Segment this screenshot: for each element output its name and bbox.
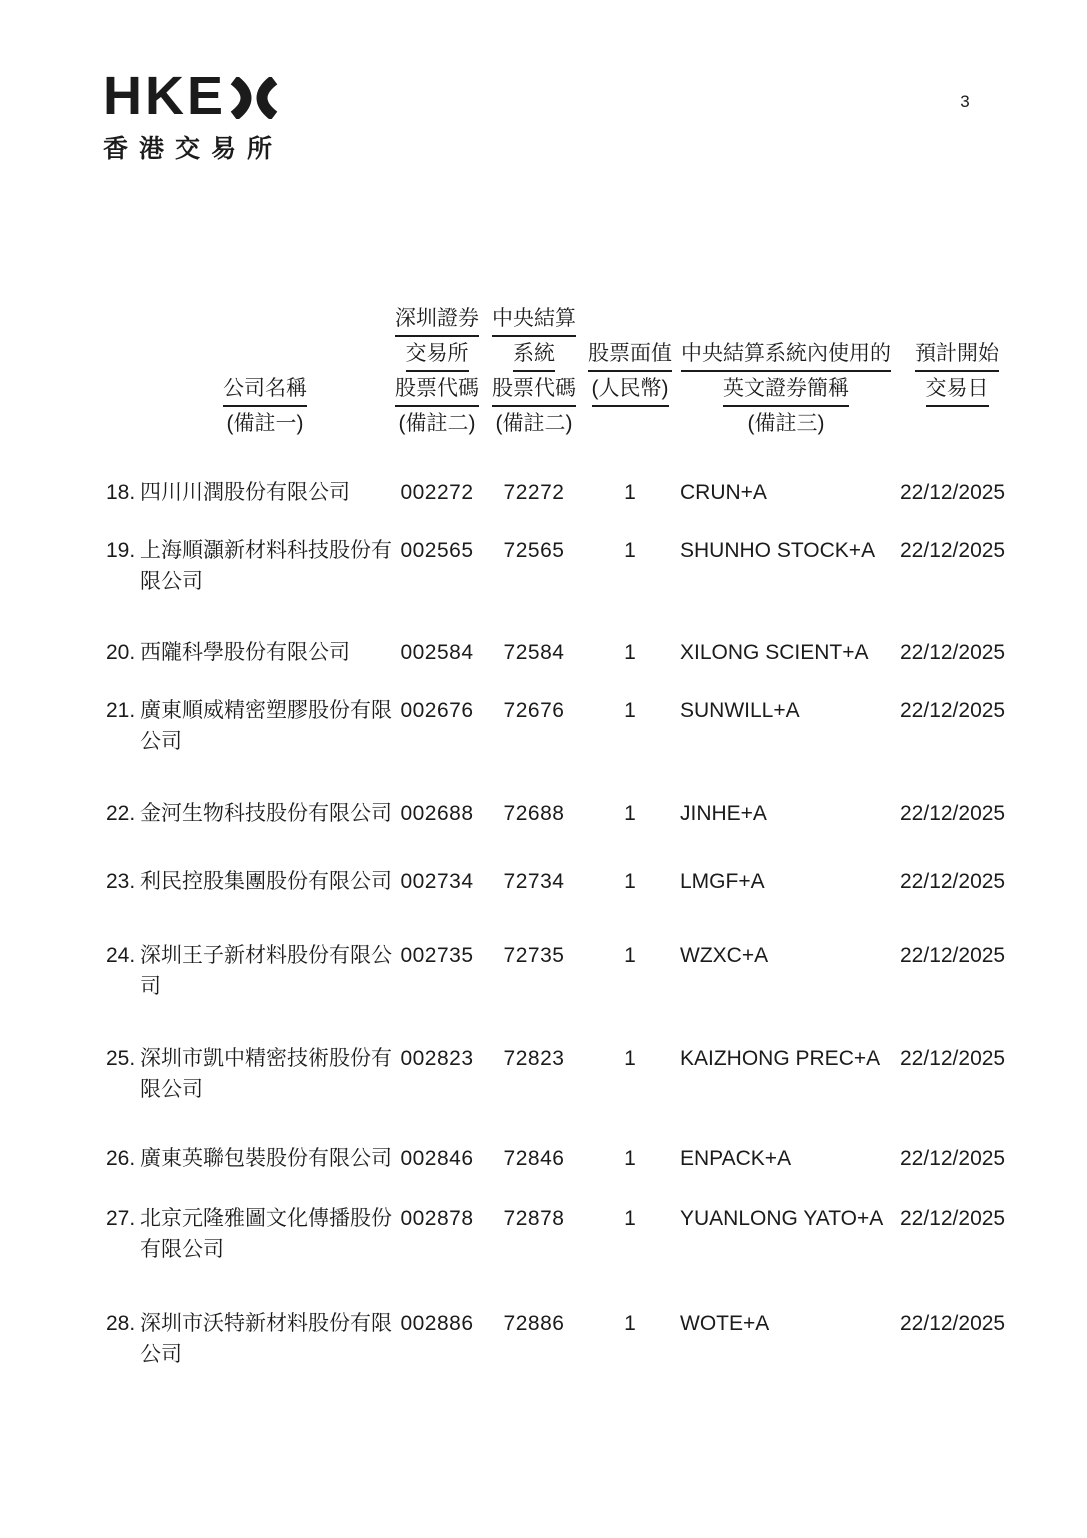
par-value: 1 bbox=[624, 1207, 636, 1230]
english-short-name: SHUNHO STOCK+A bbox=[680, 539, 876, 562]
header-eng-line: 英文證券簡稱 bbox=[723, 372, 849, 407]
english-short-name: ENPACK+A bbox=[680, 1147, 792, 1170]
header-eng-note: (備註三) bbox=[747, 412, 825, 435]
row-number: 18. bbox=[106, 481, 136, 504]
header-szse-line: 股票代碼 bbox=[395, 372, 479, 407]
start-trading-date: 22/12/2025 bbox=[900, 481, 1006, 504]
company-name bbox=[140, 1043, 408, 1105]
row-number: 19. bbox=[106, 539, 136, 562]
szse-stock-code: 002688 bbox=[400, 802, 474, 825]
par-value: 1 bbox=[624, 481, 636, 504]
company-name bbox=[140, 1143, 408, 1174]
company-name bbox=[140, 477, 408, 508]
header-english-short-name bbox=[676, 337, 896, 442]
row-number: 22. bbox=[106, 802, 136, 825]
hkex-logo-chinese: 香港交易所 bbox=[103, 135, 284, 163]
par-value: 1 bbox=[624, 1047, 636, 1070]
header-date-line: 交易日 bbox=[926, 372, 989, 407]
start-trading-date: 22/12/2025 bbox=[900, 802, 1006, 825]
ccass-stock-code: 72878 bbox=[503, 1207, 565, 1230]
company-name-line: 廣東順威精密塑膠股份有限 bbox=[140, 699, 392, 722]
par-value: 1 bbox=[624, 539, 636, 562]
ccass-stock-code: 72565 bbox=[503, 539, 565, 562]
header-eng-line: 中央結算系統內使用的 bbox=[681, 337, 891, 372]
company-name bbox=[140, 695, 408, 757]
header-start-date bbox=[898, 337, 1016, 407]
header-szse-code bbox=[394, 302, 480, 442]
header-company-line: 公司名稱 bbox=[223, 372, 307, 407]
par-value: 1 bbox=[624, 641, 636, 664]
company-name-line: 上海順灝新材料科技股份有 bbox=[140, 539, 392, 562]
par-value: 1 bbox=[624, 699, 636, 722]
english-short-name: XILONG SCIENT+A bbox=[680, 641, 869, 664]
header-company-note: (備註一) bbox=[226, 412, 304, 435]
english-short-name: YUANLONG YATO+A bbox=[680, 1207, 884, 1230]
szse-stock-code: 002878 bbox=[400, 1207, 474, 1230]
ccass-stock-code: 72823 bbox=[503, 1047, 565, 1070]
company-name-line: 限公司 bbox=[140, 570, 203, 593]
header-ccass-line: 中央結算 bbox=[492, 302, 576, 337]
header-szse-line: 深圳證券 bbox=[395, 302, 479, 337]
hkex-logo-x-icon bbox=[228, 77, 280, 119]
szse-stock-code: 002734 bbox=[400, 870, 474, 893]
start-trading-date: 22/12/2025 bbox=[900, 1312, 1006, 1335]
company-name-line: 金河生物科技股份有限公司 bbox=[140, 802, 392, 825]
company-name-line: 有限公司 bbox=[140, 1238, 224, 1261]
start-trading-date: 22/12/2025 bbox=[900, 539, 1006, 562]
company-name-line: 限公司 bbox=[140, 1078, 203, 1101]
ccass-stock-code: 72688 bbox=[503, 802, 565, 825]
start-trading-date: 22/12/2025 bbox=[900, 1147, 1006, 1170]
row-number: 21. bbox=[106, 699, 136, 722]
company-name-line: 公司 bbox=[140, 1343, 182, 1366]
company-name bbox=[140, 637, 408, 668]
hkex-logo-text: HKE bbox=[103, 66, 227, 126]
szse-stock-code: 002272 bbox=[400, 481, 474, 504]
ccass-stock-code: 72272 bbox=[503, 481, 565, 504]
row-number: 27. bbox=[106, 1207, 136, 1230]
english-short-name: KAIZHONG PREC+A bbox=[680, 1047, 881, 1070]
szse-stock-code: 002823 bbox=[400, 1047, 474, 1070]
par-value: 1 bbox=[624, 944, 636, 967]
company-name-line: 西隴科學股份有限公司 bbox=[140, 641, 350, 664]
company-name-line: 深圳王子新材料股份有限公 bbox=[140, 944, 392, 967]
szse-stock-code: 002735 bbox=[400, 944, 474, 967]
par-value: 1 bbox=[624, 1312, 636, 1335]
company-name bbox=[140, 798, 408, 829]
english-short-name: WOTE+A bbox=[680, 1312, 770, 1335]
company-name bbox=[140, 1308, 408, 1370]
company-name-line: 深圳市沃特新材料股份有限 bbox=[140, 1312, 392, 1335]
company-name bbox=[140, 1203, 408, 1265]
row-number: 26. bbox=[106, 1147, 136, 1170]
company-name-line: 利民控股集團股份有限公司 bbox=[140, 870, 392, 893]
header-ccass-line: 系統 bbox=[513, 337, 555, 372]
header-par-value bbox=[588, 337, 672, 407]
company-name bbox=[140, 866, 408, 897]
ccass-stock-code: 72846 bbox=[503, 1147, 565, 1170]
header-date-line: 預計開始 bbox=[915, 337, 999, 372]
header-ccass-line: 股票代碼 bbox=[492, 372, 576, 407]
header-par-line: (人民幣) bbox=[592, 372, 669, 407]
start-trading-date: 22/12/2025 bbox=[900, 641, 1006, 664]
par-value: 1 bbox=[624, 1147, 636, 1170]
company-name-line: 四川川潤股份有限公司 bbox=[140, 481, 350, 504]
row-number: 25. bbox=[106, 1047, 136, 1070]
header-company-name bbox=[140, 372, 390, 442]
row-number: 24. bbox=[106, 944, 136, 967]
szse-stock-code: 002565 bbox=[400, 539, 474, 562]
start-trading-date: 22/12/2025 bbox=[900, 870, 1006, 893]
english-short-name: CRUN+A bbox=[680, 481, 767, 504]
company-name-line: 廣東英聯包裝股份有限公司 bbox=[140, 1147, 392, 1170]
company-name-line: 深圳市凱中精密技術股份有 bbox=[140, 1047, 392, 1070]
par-value: 1 bbox=[624, 802, 636, 825]
start-trading-date: 22/12/2025 bbox=[900, 1047, 1006, 1070]
start-trading-date: 22/12/2025 bbox=[900, 1207, 1006, 1230]
ccass-stock-code: 72734 bbox=[503, 870, 565, 893]
szse-stock-code: 002846 bbox=[400, 1147, 474, 1170]
header-szse-line: 交易所 bbox=[406, 337, 469, 372]
company-name-line: 公司 bbox=[140, 730, 182, 753]
start-trading-date: 22/12/2025 bbox=[900, 699, 1006, 722]
szse-stock-code: 002676 bbox=[400, 699, 474, 722]
english-short-name: LMGF+A bbox=[680, 870, 765, 893]
row-number: 20. bbox=[106, 641, 136, 664]
header-ccass-code bbox=[488, 302, 580, 442]
start-trading-date: 22/12/2025 bbox=[900, 944, 1006, 967]
par-value: 1 bbox=[624, 870, 636, 893]
company-name bbox=[140, 535, 408, 597]
ccass-stock-code: 72676 bbox=[503, 699, 565, 722]
english-short-name: JINHE+A bbox=[680, 802, 767, 825]
szse-stock-code: 002584 bbox=[400, 641, 474, 664]
ccass-stock-code: 72886 bbox=[503, 1312, 565, 1335]
szse-stock-code: 002886 bbox=[400, 1312, 474, 1335]
row-number: 23. bbox=[106, 870, 136, 893]
header-ccass-note: (備註二) bbox=[495, 412, 573, 435]
hkex-logo-wordmark bbox=[103, 66, 283, 126]
header-par-line: 股票面值 bbox=[588, 337, 672, 372]
english-short-name: WZXC+A bbox=[680, 944, 769, 967]
ccass-stock-code: 72584 bbox=[503, 641, 565, 664]
row-number: 28. bbox=[106, 1312, 136, 1335]
company-name-line: 司 bbox=[140, 975, 161, 998]
header-szse-note: (備註二) bbox=[398, 412, 476, 435]
page-number: 3 bbox=[960, 92, 970, 111]
company-name bbox=[140, 940, 408, 1002]
ccass-stock-code: 72735 bbox=[503, 944, 565, 967]
hkex-logo bbox=[103, 66, 284, 165]
english-short-name: SUNWILL+A bbox=[680, 699, 800, 722]
company-name-line: 北京元隆雅圖文化傳播股份 bbox=[140, 1207, 392, 1230]
